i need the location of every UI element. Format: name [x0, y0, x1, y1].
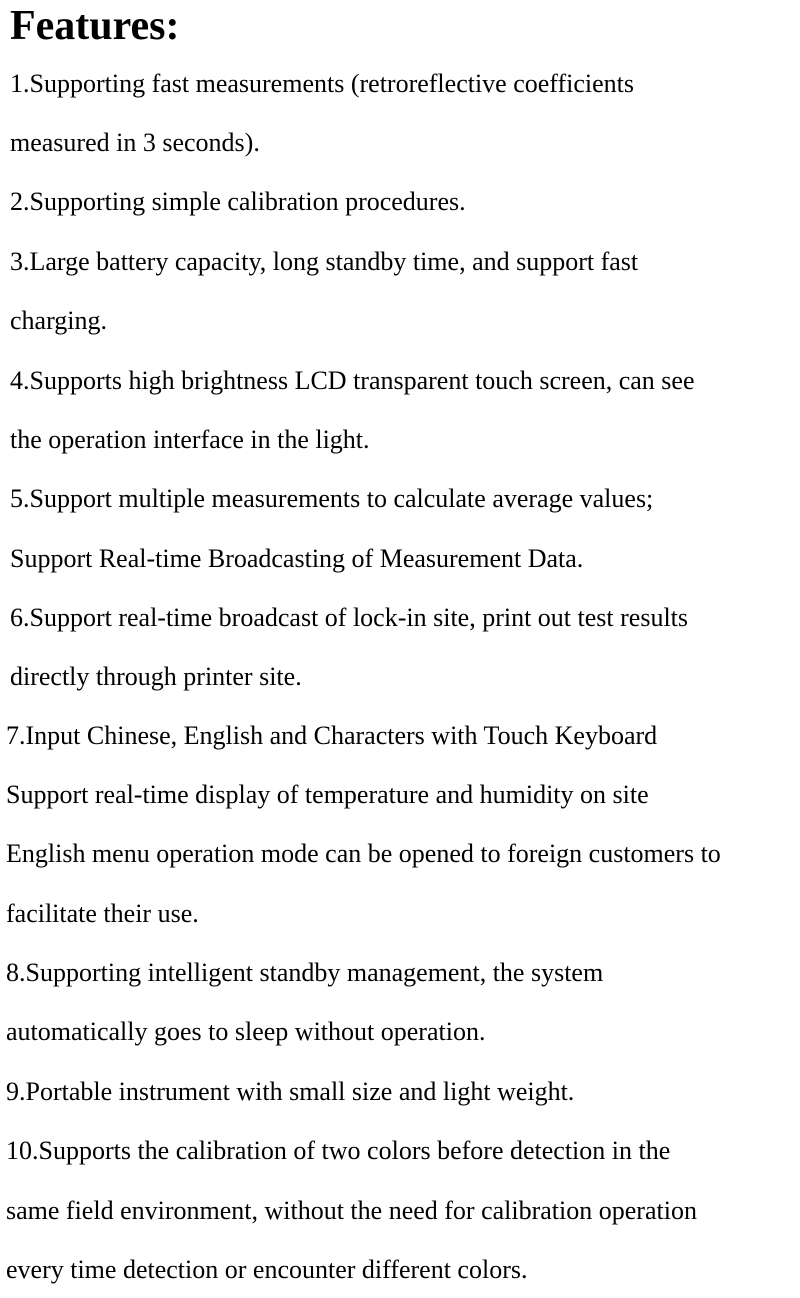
feature-1-line-1: 1.Supporting fast measurements (retroreflective coefficients: [10, 69, 635, 98]
feature-8-line-1: 8.Supporting intelligent standby management, the system: [6, 958, 604, 987]
feature-7-line-4: facilitate their use.: [6, 899, 199, 928]
feature-10-line-1: 10.Supports the calibration of two colors before detection in the: [6, 1136, 671, 1165]
feature-6-line-1: 6.Support real-time broadcast of lock-in site, print out test results: [10, 603, 689, 632]
feature-7-line-3: English menu operation mode can be opened to foreign customers to: [6, 839, 721, 868]
feature-5-line-2: Support Real-time Broadcasting of Measurement Data.: [10, 544, 584, 573]
feature-2-line-1: 2.Supporting simple calibration procedures.: [10, 187, 466, 216]
feature-1-line-2: measured in 3 seconds).: [10, 128, 260, 157]
feature-3-line-2: charging.: [10, 306, 107, 335]
feature-7-line-1: 7.Input Chinese, English and Characters with Touch Keyboard: [6, 721, 658, 750]
feature-9-line-1: 9.Portable instrument with small size and light weight.: [6, 1077, 575, 1106]
feature-8-line-2: automatically goes to sleep without operation.: [6, 1017, 486, 1046]
feature-3-line-1: 3.Large battery capacity, long standby time, and support fast: [10, 247, 639, 276]
feature-5-line-1: 5.Support multiple measurements to calculate average values;: [10, 484, 654, 513]
feature-6-line-2: directly through printer site.: [10, 662, 302, 691]
feature-7-line-2: Support real-time display of temperature and humidity on site: [6, 780, 649, 809]
feature-4-line-1: 4.Supports high brightness LCD transparent touch screen, can see: [10, 366, 695, 395]
feature-10-line-2: same field environment, without the need for calibration operation: [6, 1196, 697, 1225]
feature-4-line-2: the operation interface in the light.: [10, 425, 370, 454]
feature-10-line-3: every time detection or encounter different colors.: [6, 1255, 528, 1284]
page-title: Features:: [10, 3, 180, 49]
